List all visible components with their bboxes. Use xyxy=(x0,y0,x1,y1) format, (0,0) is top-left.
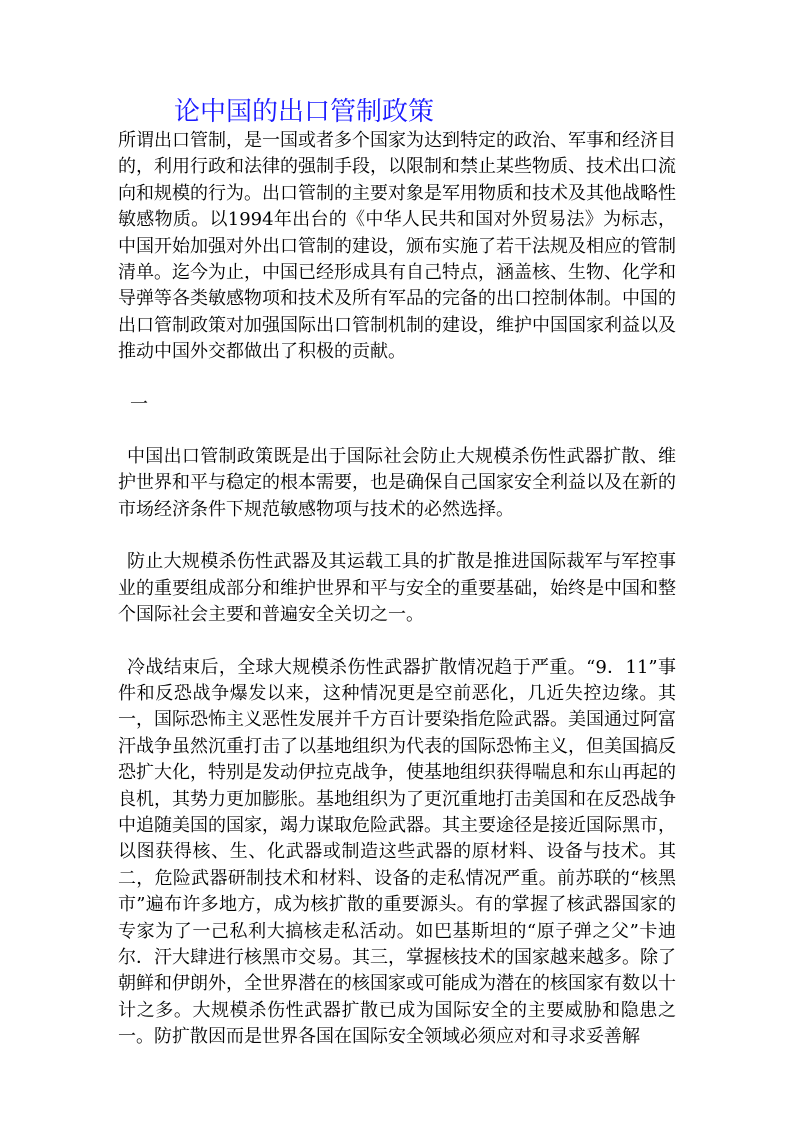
document-title: 论中国的出口管制政策 xyxy=(174,97,435,127)
document-page xyxy=(118,96,676,1051)
body-paragraph-2: 防止大规模杀伤性武器及其运载工具的扩散是推进国际裁军与军控事业的重要组成部分和维护世界和平与安全的重要基础，始终是中国和整个国际社会主要和普遍安全关切之一。 xyxy=(118,551,676,626)
body-paragraph-1: 中国出口管制政策既是出于国际社会防止大规模杀伤性武器扩散、维护世界和平与稳定的根本需要，也是确保自己国家安全利益以及在新的市场经济条件下规范敏感物项与技术的必然选择。 xyxy=(118,446,676,520)
body-paragraph-3: 冷战结束后，全球大规模杀伤性武器扩散情况趋于严重。“9．11”事件和反恐战争爆发以来，这种情况更是空前恶化，几近失控边缘。其一，国际恐怖主义恶性发展并千方百计要染指危险武器。美国通过阿富汗战争虽然沉重打击了以基地组织为代表的国际恐怖主义，但美国搞反恐扩大化，特别是发动伊拉克战争，使基地组织获得喘息和东山再起的良机，其势力更加膨胀。基地组织为了更沉重地打击美国和在反恐战争中追随美国的国家，竭力谋取危险武器。其主要途径是接近国际黑市，以图获得核、生、化武器或制造这些武器的原材料、设备与技术。其二，危险武器研制技术和材料、设备的走私情况严重。前苏联的“核黑市”遍布许多地方，成为核扩散的重要源头。有的掌握了核武器国家的专家为了一己私利大搞核走私活动。如巴基斯坦的“原子弹之父”卡迪尔．汗大肆进行核黑市交易。其三，掌握核技术的国家越来越多。除了朝鲜和伊朗外，全世界潜在的核国家或可能成为潜在的核国家有数以十计之多。大规模杀伤性武器扩散已成为国际安全的主要威胁和隐患之一。防扩散因而是世界各国在国际安全领域必须应对和寻求妥善解 xyxy=(118,656,676,1048)
spacer xyxy=(118,523,676,549)
spacer xyxy=(118,418,676,444)
spacer xyxy=(118,366,676,392)
spacer xyxy=(118,629,676,655)
intro-paragraph: 所谓出口管制，是一国或者多个国家为达到特定的政治、军事和经济目的，利用行政和法律的强制手段，以限制和禁止某些物质、技术出口流向和规模的行为。出口管制的主要对象是军用物质和技术及其他战略性敏感物质。以1994年出台的《中华人民共和国对外贸易法》为标志，中国开始加强对外出口管制的建设，颁布实施了若干法规及相应的管制清单。迄今为止，中国已经形成具有自己特点，涵盖核、生物、化学和导弹等各类敏感物项和技术及所有军品的完备的出口控制体制。中国的出口管制政策对加强国际出口管制机制的建设，维护中国国家利益以及推动中国外交都做出了积极的贡献。 xyxy=(118,130,676,363)
section-number: 一 xyxy=(130,393,148,415)
